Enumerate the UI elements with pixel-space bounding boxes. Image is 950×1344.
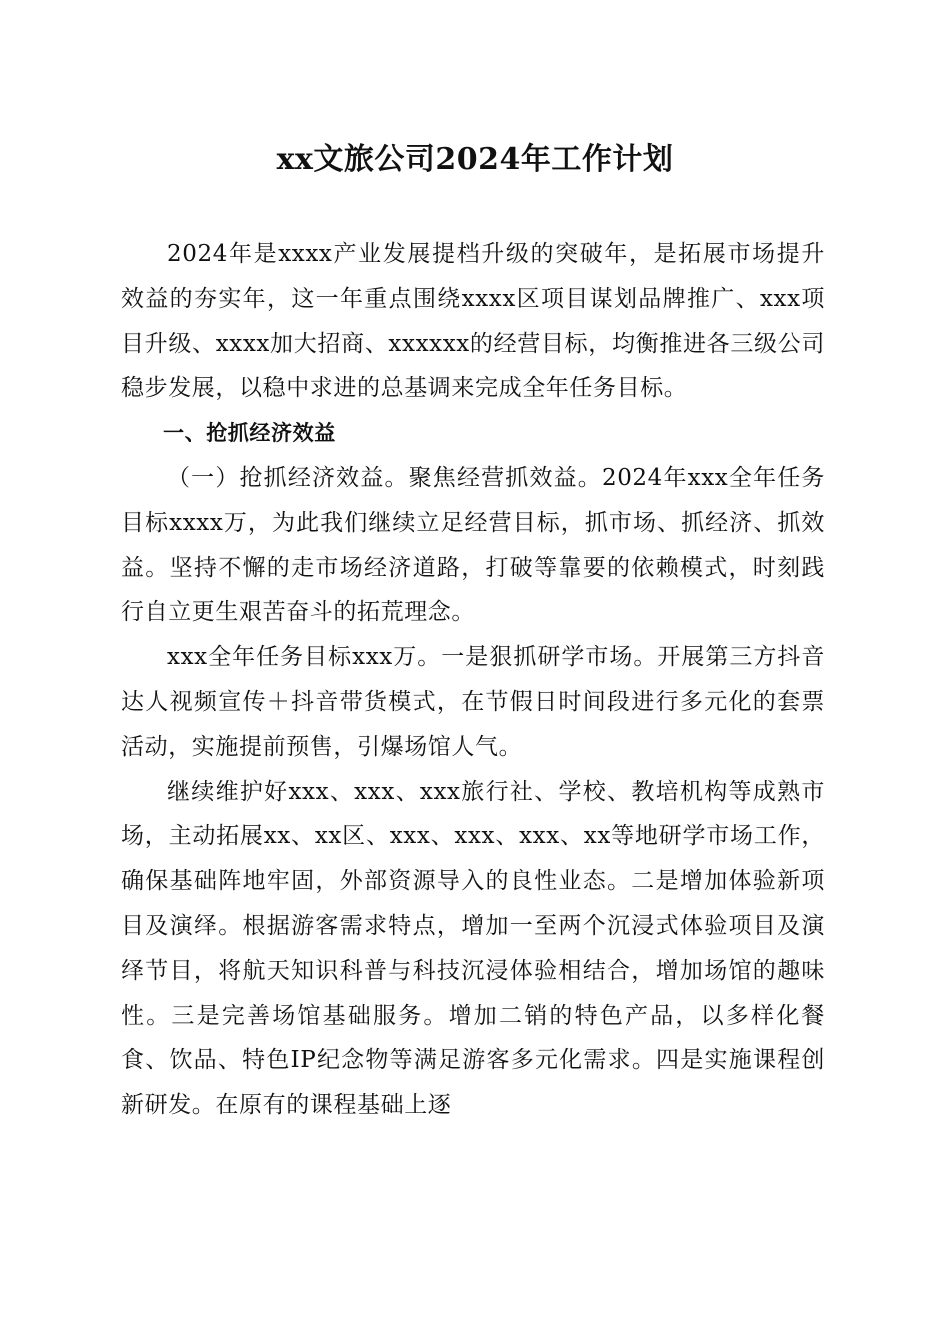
document-body bbox=[121, 232, 825, 1128]
intro-paragraph: 2024年是xxxx产业发展提档升级的突破年，是拓展市场提升效益的夯实年，这一年重点围绕xxxx区项目谋划品牌推广、xxx项目升级、xxxx加大招商、xxxxxx的经营目标，均衡推进各三级公司稳步发展，以稳中求进的总基调来完成全年任务目标。 bbox=[121, 241, 825, 402]
market-paragraph: 继续维护好xxx、xxx、xxx旅行社、学校、教培机构等成熟市场，主动拓展xx、xx区、xxx、xxx、xxx、xx等地研学市场工作，确保基础阵地牢固，外部资源导入的良性业态。二是增加体验新项目及演绎。根据游客需求特点，增加一至两个沉浸式体验项目及演绎节目，将航天知识科普与科技沉浸体验相结合，增加场馆的趣味性。三是完善场馆基础服务。增加二销的特色产品，以多样化餐食、饮品、特色IP纪念物等满足游客多元化需求。四是实施课程创新研发。在原有的课程基础上逐 bbox=[121, 778, 825, 1119]
subsection-paragraph: （一）抢抓经济效益。聚焦经营抓效益。2024年xxx全年任务目标xxxx万，为此我们继续立足经营目标，抓市场、抓经济、抓效益。坚持不懈的走市场经济道路，打破等靠要的依赖模式，时刻践行自立更生艰苦奋斗的拓荒理念。 bbox=[121, 464, 825, 626]
document-title: xx文旅公司2024年工作计划 bbox=[276, 142, 674, 177]
section-heading: 一、抢抓经济效益 bbox=[163, 421, 336, 446]
target-paragraph: xxx全年任务目标xxx万。一是狠抓研学市场。开展第三方抖音达人视频宣传＋抖音带货模式，在节假日时间段进行多元化的套票活动，实施提前预售，引爆场馆人气。 bbox=[121, 644, 825, 760]
